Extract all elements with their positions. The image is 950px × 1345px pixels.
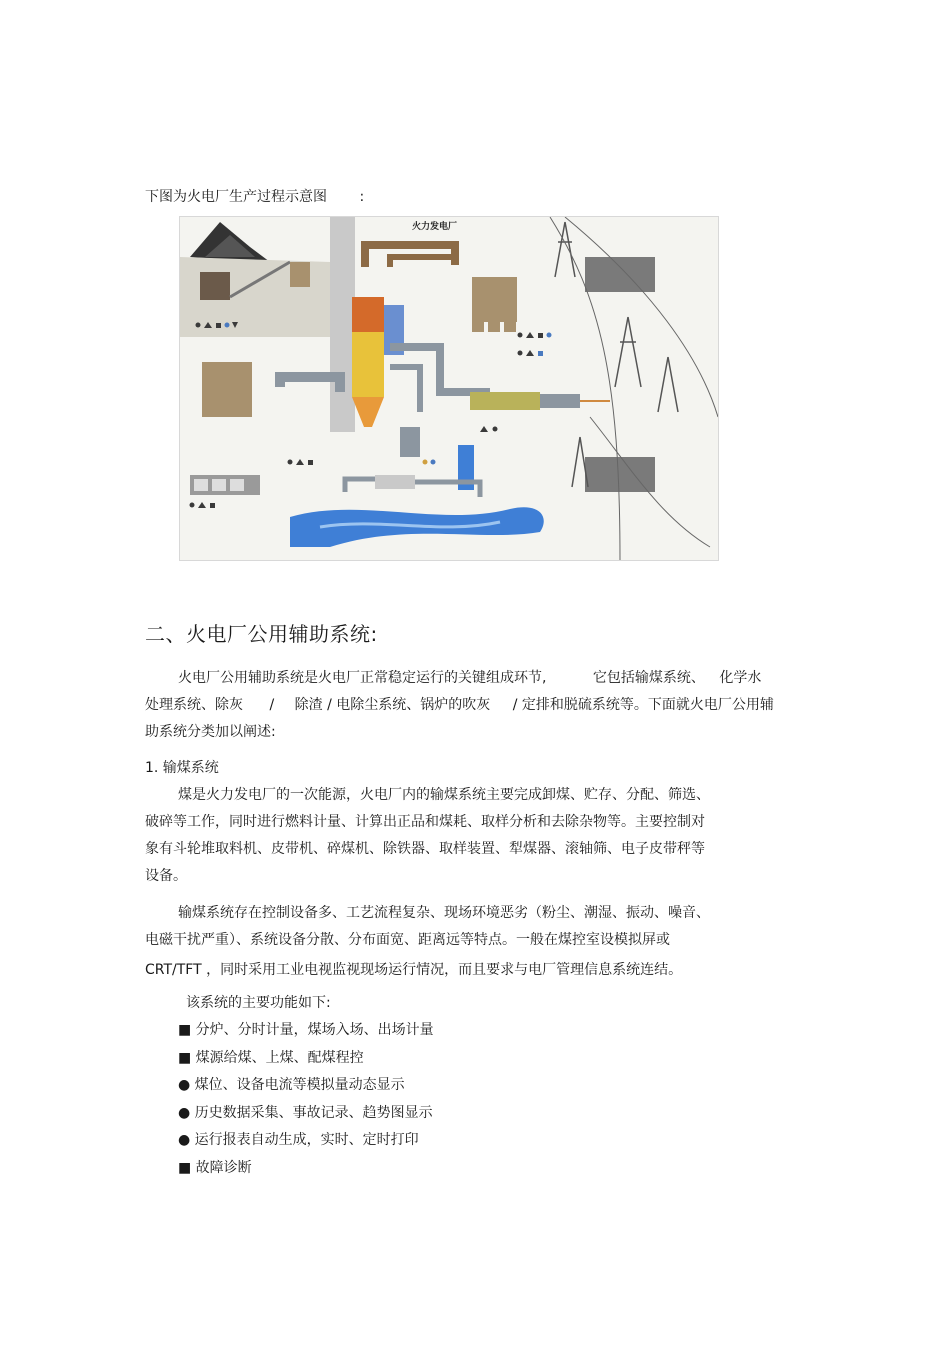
p1-line-2: 破碎等工作，同时进行燃料计量、计算出正品和煤耗、取样分析和去除杂物等。主要控制对	[145, 814, 705, 830]
subsection-heading: 1. 输煤系统	[145, 760, 219, 776]
chimney-icon	[330, 217, 355, 432]
coal-crusher-icon	[200, 272, 230, 300]
power-plant-illustration	[180, 217, 718, 560]
intro-1a: 火电厂公用辅助系统是火电厂正常稳定运行的关键组成环节,	[178, 670, 547, 686]
p2-line-3: CRT/TFT ，同时采用工业电视监视现场运行情况，而且要求与电厂管理信息系统连结。	[145, 962, 683, 978]
section-title: 二、火电厂公用辅助系统:	[145, 622, 378, 646]
turbine-icon	[470, 392, 540, 410]
p2-line-1: 输煤系统存在控制设备多、工艺流程复杂、现场环境恶劣（粉尘、潮湿、振动、噪音、	[178, 905, 710, 921]
caption-colon: :	[359, 189, 365, 205]
p1-line-3: 象有斗轮堆取料机、皮带机、碎煤机、除铁器、取样装置、犁煤器、滚轴筛、电子皮带秤等	[145, 841, 705, 857]
p2-line-2: 电磁干扰严重）、系统设备分散、分布面宽、距离远等特点。一般在煤控室设模拟屏或	[145, 932, 670, 948]
intro-line-1	[178, 668, 761, 688]
intro-1c: 化学水	[719, 670, 762, 686]
silo-icon	[472, 277, 517, 322]
intro-line-2	[145, 695, 774, 715]
substation-icon	[585, 257, 655, 292]
function-item: ● 运行报表自动生成，实时、定时打印	[178, 1132, 419, 1148]
intro-2a: 处理系统、除灰	[145, 697, 243, 713]
function-item: ● 历史数据采集、事故记录、趋势图显示	[178, 1105, 433, 1121]
function-item: ● 煤位、设备电流等模拟量动态显示	[178, 1077, 405, 1093]
intro-2c: 除渣 / 电除尘系统、锅炉的吹灰	[294, 697, 491, 713]
function-item: ■ 故障诊断	[178, 1160, 252, 1176]
generator-icon	[540, 394, 580, 408]
caption-text: 下图为火电厂生产过程示意图	[145, 189, 327, 205]
intro-2b: /	[269, 697, 275, 713]
function-item: ■ 分炉、分时计量，煤场入场、出场计量	[178, 1022, 434, 1038]
functions-intro: 该系统的主要功能如下:	[186, 995, 331, 1011]
p1-line-1: 煤是火力发电厂的一次能源，火电厂内的输煤系统主要完成卸煤、贮存、分配、筛选、	[178, 787, 710, 803]
intro-1b: 它包括输煤系统、	[592, 670, 705, 686]
ash-silo-icon	[202, 362, 252, 417]
function-item: ■ 煤源给煤、上煤、配煤程控	[178, 1050, 364, 1066]
figure-caption	[145, 186, 364, 206]
power-plant-diagram	[179, 216, 719, 561]
intro-line-3: 助系统分类加以阐述:	[145, 724, 276, 740]
intro-2d: / 定排和脱硫系统等。下面就火电厂公用辅	[512, 697, 774, 713]
p1-line-4: 设备。	[145, 868, 187, 884]
figure-title: 火力发电厂	[412, 222, 458, 232]
